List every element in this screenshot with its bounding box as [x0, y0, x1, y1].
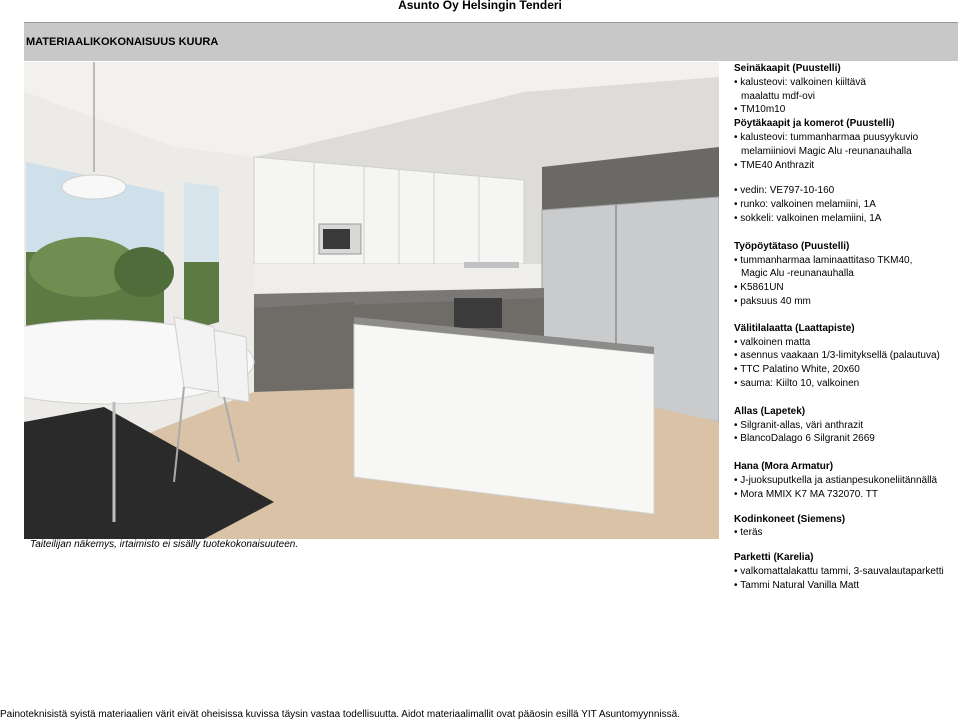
- spec-item: • asennus vaakaan 1/3-limityksellä (palautuva): [734, 349, 958, 363]
- spec-heading: Allas (Lapetek): [734, 405, 806, 417]
- spec-heading: Kodinkoneet (Siemens): [734, 513, 846, 525]
- spec-heading: Työpöytätaso (Puustelli): [734, 240, 850, 252]
- spec-item: maalattu mdf-ovi: [741, 90, 815, 102]
- spec-item: • Tammi Natural Vanilla Matt: [734, 579, 958, 593]
- spec-item: • kalusteovi: valkoinen kiiltävä: [734, 76, 958, 90]
- spec-item: • Mora MMIX K7 MA 732070. TT: [734, 488, 958, 502]
- spec-item: • valkoinen matta: [734, 336, 958, 350]
- spec-item: • K5861UN: [734, 281, 958, 295]
- spec-item: • tummanharmaa laminaattitaso TKM40,: [734, 254, 958, 268]
- spec-group: [734, 322, 958, 391]
- spec-heading: Pöytäkaapit ja komerot (Puustelli): [734, 118, 895, 130]
- spec-heading: Hana (Mora Armatur): [734, 461, 834, 473]
- spec-item: • Silgranit-allas, väri anthrazit: [734, 419, 958, 433]
- spec-item: Magic Alu -reunanauhalla: [741, 268, 854, 280]
- spec-group: [734, 240, 958, 309]
- spec-item: • runko: valkoinen melamiini, 1A: [734, 198, 958, 212]
- spec-item: • TM10m10: [734, 103, 958, 117]
- spec-heading: Välitilalaatta (Laattapiste): [734, 322, 855, 334]
- spec-group: [734, 513, 958, 541]
- spec-item: • vedin: VE797-10-160: [734, 184, 958, 198]
- spec-item: • paksuus 40 mm: [734, 295, 958, 309]
- spec-item: • teräs: [734, 526, 958, 540]
- spec-group: [734, 184, 958, 225]
- spec-group: [734, 62, 958, 172]
- spec-item: • TME40 Anthrazit: [734, 159, 958, 173]
- spec-item: melamiiniovi Magic Alu -reunanauhalla: [741, 145, 912, 157]
- spec-group: [734, 460, 958, 501]
- spec-item: • sauma: Kiilto 10, valkoinen: [734, 377, 958, 391]
- spec-item: • kalusteovi: tummanharmaa puusyykuvio: [734, 131, 958, 145]
- spec-item: • TTC Palatino White, 20x60: [734, 363, 958, 377]
- kitchen-rendering: [24, 62, 719, 539]
- spec-item: • valkomattalakattu tammi, 3-sauvalautaparketti: [734, 565, 958, 579]
- section-header: [24, 22, 958, 61]
- spec-item: • J-juoksuputkella ja astianpesukoneliitännällä: [734, 474, 958, 488]
- spec-group: [734, 405, 958, 446]
- spec-heading: Seinäkaapit (Puustelli): [734, 63, 841, 74]
- spec-item: • sokkeli: valkoinen melamiini, 1A: [734, 212, 958, 226]
- spec-group: [734, 551, 958, 592]
- image-caption: Taiteilijan näkemys, irtaimisto ei sisälly tuotekokonaisuuteen.: [30, 539, 299, 550]
- footer-disclaimer: Painoteknisistä syistä materiaalien värit eivät oheisissa kuvissa täysin vastaa todellisuutta. Aidot materiaalimallit ovat pääosin esillä YIT Asuntomyynnissä.: [0, 709, 680, 720]
- spec-heading: Parketti (Karelia): [734, 552, 814, 564]
- material-specifications: [734, 62, 958, 593]
- section-title: MATERIAALIKOKONAISUUS KUURA: [26, 36, 219, 48]
- spec-item: • BlancoDalago 6 Silgranit 2669: [734, 432, 958, 446]
- document-title: Asunto Oy Helsingin Tenderi: [398, 0, 562, 12]
